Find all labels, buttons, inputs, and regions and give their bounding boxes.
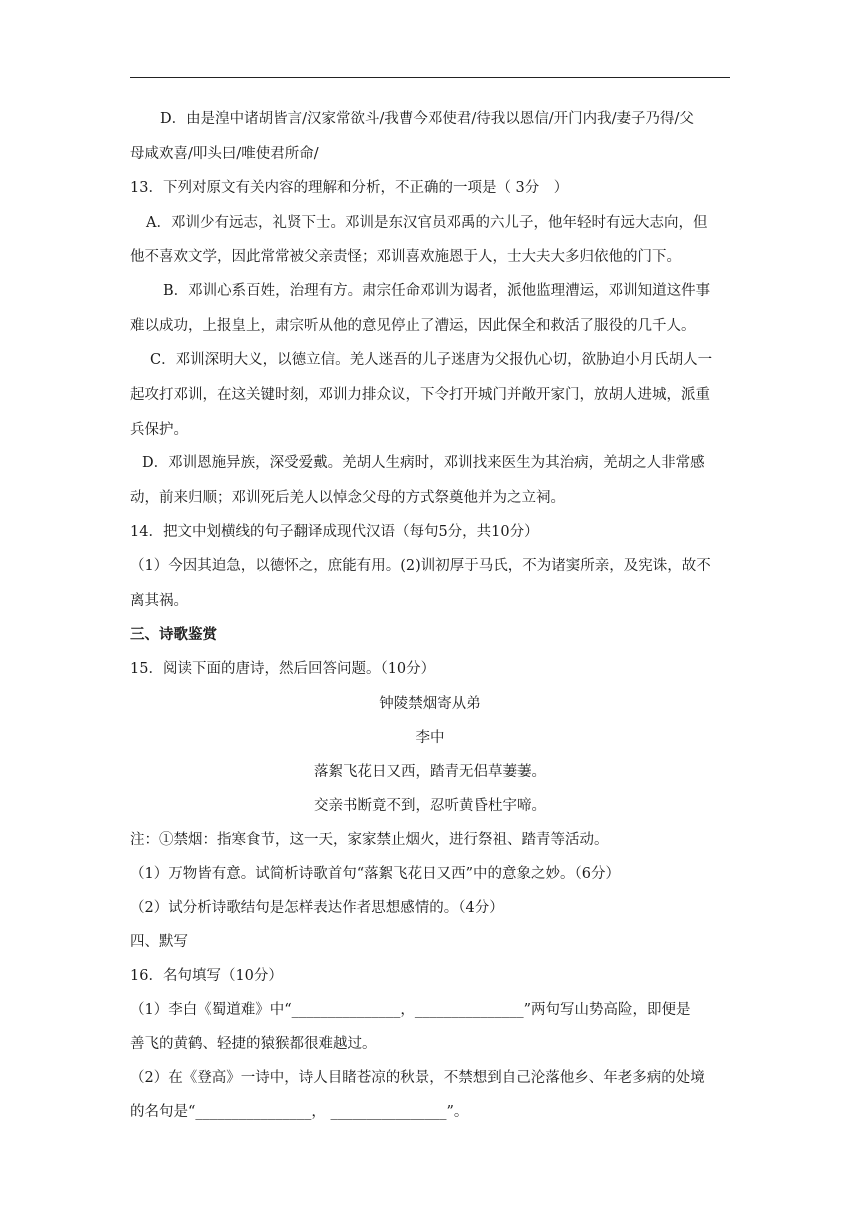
poem-author: 李中 [415, 730, 445, 746]
q16-part-2-line1: （2）在《登高》一诗中，诗人目睹苍凉的秋景，不禁想到自己沦落他乡、年老多病的处境 [130, 1070, 705, 1086]
question-15: 15．阅读下面的唐诗，然后回答问题。（10分） [130, 661, 436, 677]
poem-line-2: 交亲书断竟不到，忍听黄昏杜宇啼。 [314, 798, 546, 814]
q16-part-1-line1: （1）李白《蜀道难》中“_______________，_______________”两句写山势高险，即便是 [130, 1002, 691, 1018]
q13-option-b-line1: B．邓训心系百姓，治理有方。肃宗任命邓训为谒者，派他监理漕运，邓训知道这件事 [163, 283, 711, 299]
poem-title: 钟陵禁烟寄从弟 [379, 696, 481, 712]
q15-part-2: （2）试分析诗歌结句是怎样表达作者思想感情的。（4分） [130, 900, 504, 916]
q12-option-d-line2: 母咸欢喜/叩头曰/唯使君所命/ [130, 146, 319, 162]
q13-option-d-line1: D．邓训恩施异族，深受爱戴。羌胡人生病时，邓训找来医生为其治病，羌胡之人非常感 [142, 455, 705, 471]
q13-option-b-line2: 难以成功，上报皇上，肃宗听从他的意见停止了漕运，因此保全和救活了服役的几千人。 [130, 318, 696, 334]
q13-option-d-line2: 动，前来归顺；邓训死后羌人以悼念父母的方式祭奠他并为之立祠。 [130, 490, 565, 506]
question-14: 14．把文中划横线的句子翻译成现代汉语（每句5分，共10分） [130, 524, 539, 540]
q13-option-c-line1: C．邓训深明大义，以德立信。羌人迷吾的儿子迷唐为父报仇心切，欲胁迫小月氏胡人一 [150, 352, 713, 368]
q13-option-a-line2: 他不喜欢文学，因此常常被父亲责怪；邓训喜欢施恩于人，士大夫大多归依他的门下。 [130, 249, 681, 265]
poem-line-1: 落絮飞花日又西，踏青无侣草萋萋。 [314, 764, 546, 780]
question-13: 13．下列对原文有关内容的理解和分析，不正确的一项是（ 3分 ） [130, 180, 569, 196]
q16-part-2-line2: 的名句是“________________， ________________”。 [130, 1104, 469, 1120]
poem-note: 注：①禁烟：指寒食节，这一天，家家禁止烟火，进行祭祖、踏青等活动。 [130, 832, 609, 848]
q16-part-1-line2: 善飞的黄鹤、轻捷的猿猴都很难越过。 [130, 1036, 377, 1052]
q14-sentences-line1: （1）今因其迫急，以德怀之，庶能有用。(2)训初厚于马氏，不为诸窦所亲，及宪诛，故不 [130, 558, 711, 574]
q14-sentences-line2: 离其祸。 [130, 593, 188, 609]
section-3-heading: 三、诗歌鉴赏 [130, 626, 217, 643]
question-16: 16．名句填写（10分） [130, 968, 283, 984]
q13-option-c-line2: 起攻打邓训，在这关键时刻，邓训力排众议，下令打开城门并敞开家门，放胡人进城，派重 [130, 387, 710, 403]
header-rule [130, 77, 730, 78]
q12-option-d-line1: D．由是湟中诸胡皆言/汉家常欲斗/我曹今邓使君/待我以恩信/开门内我/妻子乃得/父 [160, 111, 694, 127]
section-4-heading: 四、默写 [130, 934, 188, 950]
q13-option-c-line3: 兵保护。 [130, 422, 188, 438]
q13-option-a-line1: A．邓训少有远志，礼贤下士。邓训是东汉官员邓禹的六儿子，他年轻时有远大志向，但 [146, 215, 708, 231]
q15-part-1: （1）万物皆有意。试简析诗歌首句“落絮飞花日又西”中的意象之妙。（6分） [130, 866, 621, 882]
